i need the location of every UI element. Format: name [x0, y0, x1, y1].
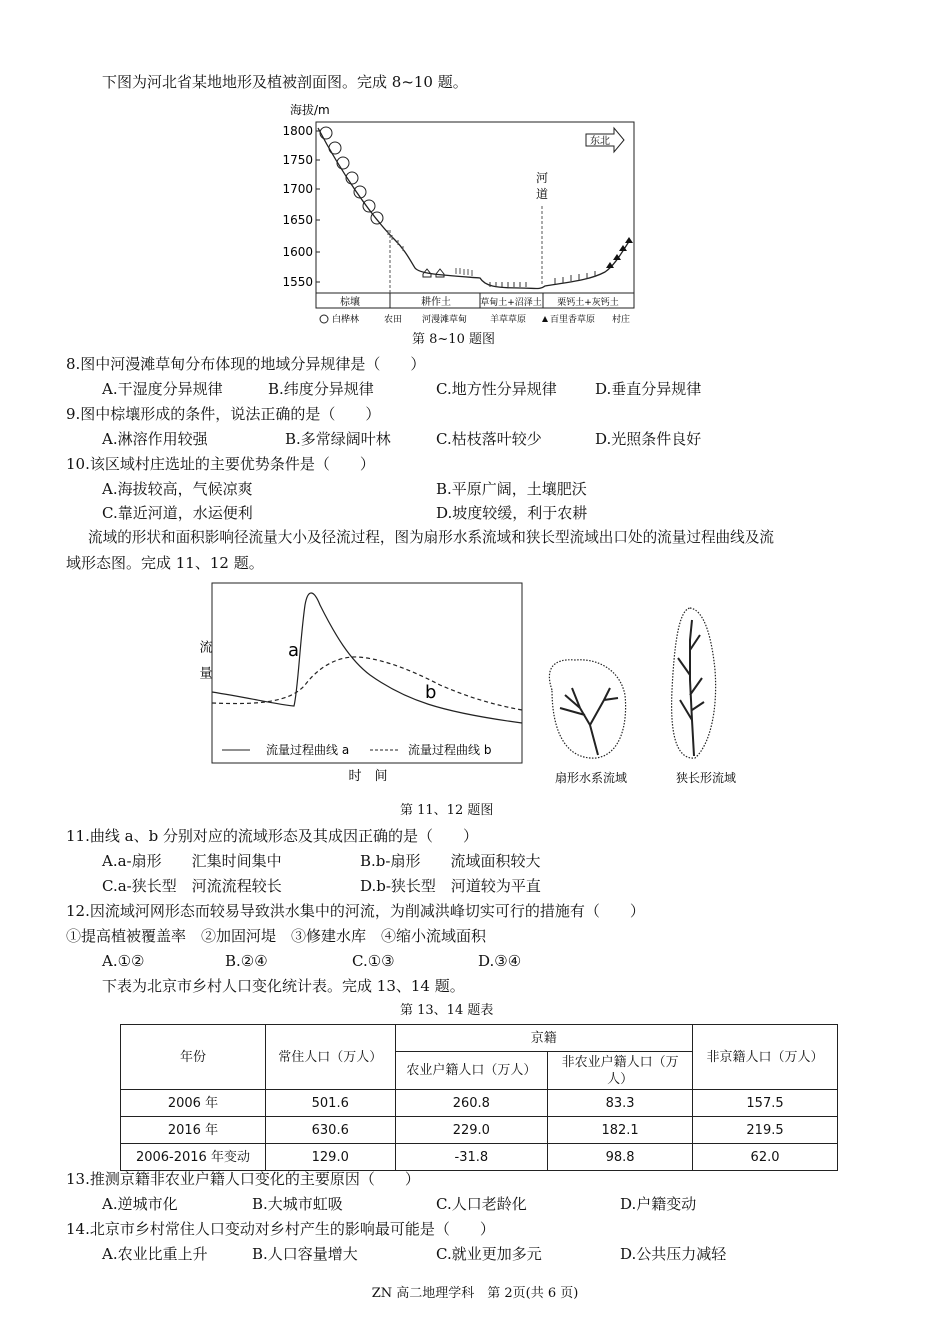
curve-a-label: a: [288, 640, 300, 661]
q14-option-c: C.就业更加多元: [436, 1245, 542, 1263]
q10-option-a: A.海拔较高，气候凉爽: [102, 480, 253, 498]
q10-option-b: B.平原广阔，土壤肥沃: [436, 480, 587, 498]
table-cell: 2006-2016 年变动: [121, 1144, 266, 1171]
fig2-xlabel: 时 间: [348, 769, 388, 784]
intro-11-12-line1: 流域的形状和面积影响径流量大小及径流过程，图为扇形水系流域和狭长型流域出口处的流量过程曲线及流: [88, 529, 774, 546]
table-cell: 98.8: [548, 1144, 693, 1171]
curve-b: [212, 657, 522, 710]
q8-option-c: C.地方性分异规律: [436, 380, 557, 398]
fig1-caption: 第 8~10 题图: [412, 332, 495, 347]
fan-basin-label: 扇形水系流域: [554, 771, 628, 785]
header-resident: 常住人口（万人）: [265, 1025, 395, 1090]
q13-stem: 13.推测京籍非农业户籍人口变化的主要原因（ ）: [66, 1170, 420, 1188]
fig1-soil: 棕壤: [340, 297, 360, 308]
q9-option-b: B.多常绿阔叶林: [285, 430, 391, 448]
q8-option-b: B.纬度分异规律: [268, 380, 374, 398]
table-cell: 501.6: [265, 1090, 395, 1117]
fig2-caption: 第 11、12 题图: [400, 803, 494, 818]
q9-option-a: A.淋溶作用较强: [102, 430, 208, 448]
page-footer: ZN 高二地理学科 第 2页(共 6 页): [371, 1286, 579, 1301]
q14-stem: 14.北京市乡村常住人口变动对乡村产生的影响最可能是（ ）: [66, 1220, 495, 1238]
legend-item: 白桦林: [332, 315, 360, 325]
narrow-basin: [672, 608, 716, 758]
header-beijing: 京籍: [395, 1025, 693, 1052]
q9-option-d: D.光照条件良好: [595, 430, 702, 448]
hydrograph-figure: [180, 580, 740, 790]
q14-option-a: A.农业比重上升: [102, 1245, 208, 1263]
q11-option-a: A.a-扇形 汇集时间集中: [102, 852, 282, 870]
terrain-profile-figure: [280, 100, 660, 332]
fig1-frame: [316, 122, 634, 308]
fig1-river-label: 河道: [280, 100, 282, 101]
q11-option-c: C.a-狭长型 河流流程较长: [102, 877, 282, 895]
q14-option-d: D.公共压力减轻: [620, 1245, 727, 1263]
fig1-ytick: 1750: [282, 153, 313, 167]
q8-stem: 8.图中河漫滩草甸分布体现的地域分异规律是（ ）: [66, 355, 426, 373]
fig1-soil: 草甸土+沼泽土: [480, 298, 542, 308]
header-year: 年份: [121, 1025, 266, 1090]
header-nonagri: 非农业户籍人口（万人）: [548, 1052, 693, 1090]
q9-stem: 9.图中棕壤形成的条件，说法正确的是（ ）: [66, 405, 381, 423]
table-cell: 62.0: [693, 1144, 838, 1171]
table-cell: 260.8: [395, 1090, 548, 1117]
q13-option-d: D.户籍变动: [620, 1195, 697, 1213]
fan-basin: [549, 660, 625, 758]
q8-option-d: D.垂直分异规律: [595, 380, 702, 398]
q10-stem: 10.该区域村庄选址的主要优势条件是（ ）: [66, 455, 375, 473]
fig1-river-label-1: 河: [535, 171, 549, 185]
table-cell: -31.8: [395, 1144, 548, 1171]
header-agri: 农业户籍人口（万人）: [395, 1052, 548, 1090]
legend-item: 羊草草原: [490, 315, 527, 325]
fig1-ytick: 1800: [282, 124, 313, 138]
intro-13-14: 下表为北京市乡村人口变化统计表。完成 13、14 题。: [102, 977, 465, 995]
q12-option-c: C.①③: [352, 952, 395, 970]
q10-option-c: C.靠近河道，水运便利: [102, 504, 253, 522]
q10-option-d: D.坡度较缓，利于农耕: [436, 504, 588, 522]
table-cell: 157.5: [693, 1090, 838, 1117]
terrain-line: [318, 128, 630, 289]
direction-arrow: [586, 128, 624, 152]
q11-option-d: D.b-狭长型 河道较为平直: [360, 877, 541, 895]
fig1-ytick: 1650: [282, 213, 313, 227]
legend-item: 村庄: [612, 315, 631, 325]
table-cell: 630.6: [265, 1117, 395, 1144]
intro-11-12-line2: 域形态图。完成 11、12 题。: [66, 554, 264, 572]
intro-8-10: 下图为河北省某地地形及植被剖面图。完成 8~10 题。: [102, 73, 468, 91]
table-cell: 83.3: [548, 1090, 693, 1117]
legend-b: 流量过程曲线 b: [408, 743, 492, 757]
q13-option-b: B.大城市虹吸: [252, 1195, 343, 1213]
fig1-ytick: 1600: [282, 245, 313, 259]
legend-item: 河漫滩草甸: [422, 315, 468, 325]
q12-option-b: B.②④: [225, 952, 268, 970]
q12-option-d: D.③④: [478, 952, 522, 970]
legend-item: 农田: [384, 315, 403, 325]
q8-option-a: A.干湿度分异规律: [102, 380, 223, 398]
legend-item: 百里香草原: [550, 315, 596, 325]
q13-option-c: C.人口老龄化: [436, 1195, 527, 1213]
direction-label: 东北: [590, 136, 610, 147]
q11-stem: 11.曲线 a、b 分别对应的流域形态及其成因正确的是（ ）: [66, 827, 478, 845]
birch-trees: [320, 127, 383, 224]
table-cell: 2006 年: [121, 1090, 266, 1117]
q12-statements: ①提高植被覆盖率 ②加固河堤 ③修建水库 ④缩小流域面积: [66, 927, 487, 945]
fig1-soil: 耕作土: [421, 297, 451, 308]
q12-option-a: A.①②: [102, 952, 145, 970]
table-title: 第 13、14 题表: [400, 1003, 494, 1018]
table-cell: 182.1: [548, 1117, 693, 1144]
curve-b-label: b: [425, 682, 437, 703]
q14-option-b: B.人口容量增大: [252, 1245, 358, 1263]
fig1-ytick: 1700: [282, 182, 313, 196]
table-cell: 229.0: [395, 1117, 548, 1144]
q13-option-a: A.逆城市化: [102, 1195, 178, 1213]
fig1-soil: 栗钙土+灰钙土: [557, 298, 619, 308]
table-cell: 219.5: [693, 1117, 838, 1144]
population-table: [120, 1024, 838, 1171]
q9-option-c: C.枯枝落叶较少: [436, 430, 542, 448]
fig2-ylabel: 流 量: [196, 640, 212, 679]
narrow-basin-label: 狭长形流域: [675, 771, 737, 785]
fig1-ylabel: 海拔/m: [290, 103, 330, 117]
q12-stem: 12.因流域河网形态而较易导致洪水集中的河流，为削减洪峰切实可行的措施有（ ）: [66, 902, 645, 920]
fig1-legend: [320, 313, 630, 325]
q11-option-b: B.b-扇形 流域面积较大: [360, 852, 541, 870]
fig1-river-label-2: 道: [535, 187, 549, 201]
legend-a: 流量过程曲线 a: [266, 743, 350, 757]
fig1-ytick: 1550: [282, 275, 313, 289]
fig1-yticks: [282, 124, 313, 289]
thyme-steppe: [606, 237, 633, 268]
table-cell: 2016 年: [121, 1117, 266, 1144]
table-cell: 129.0: [265, 1144, 395, 1171]
header-non-beijing: 非京籍人口（万人）: [693, 1025, 838, 1090]
